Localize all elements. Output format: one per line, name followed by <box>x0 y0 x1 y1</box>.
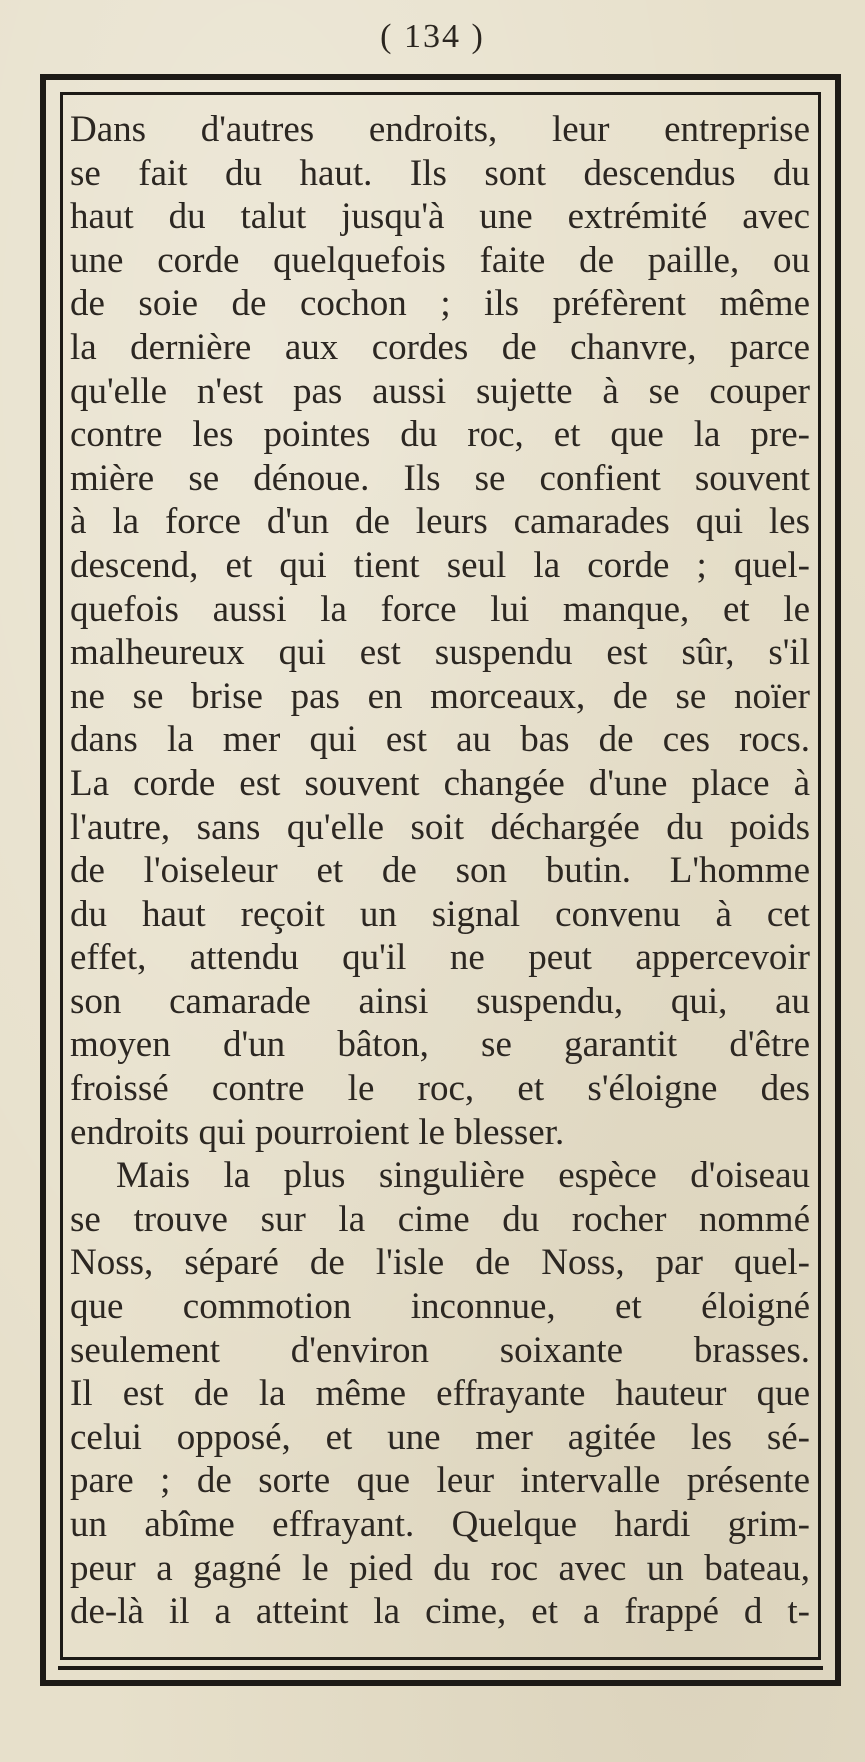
text-line: peur a gagné le pied du roc avec un bateau, <box>70 1547 810 1589</box>
text-line: mière se dénoue. Ils se confient souvent <box>70 457 810 499</box>
page-number: ( 134 ) <box>380 18 485 55</box>
text-line: effet, attendu qu'il ne peut appercevoir <box>70 937 810 979</box>
bottom-rule <box>58 1666 823 1670</box>
text-line: dans la mer qui est au bas de ces rocs. <box>70 719 810 761</box>
text-line: Dans d'autres endroits, leur entreprise <box>70 109 810 150</box>
text-line: de-là il a atteint la cime, et a frappé d t- <box>70 1591 810 1633</box>
text-line: de soie de cochon ; ils préfèrent même <box>70 283 810 325</box>
text-line: que commotion inconnue, et éloigné <box>70 1286 810 1328</box>
text-line: quefois aussi la force lui manque, et le <box>70 588 810 630</box>
text-line: une corde quelquefois faite de paille, ou <box>70 239 810 281</box>
text-line: Noss, séparé de l'isle de Noss, par quel- <box>70 1242 810 1284</box>
text-line: contre les pointes du roc, et que la pre- <box>70 414 810 456</box>
text-line: à la force d'un de leurs camarades qui les <box>70 501 810 543</box>
text-line: moyen d'un bâton, se garantit d'être <box>70 1024 810 1066</box>
text-line: descend, et qui tient seul la corde ; quel- <box>70 544 810 586</box>
text-line: froissé contre le roc, et s'éloigne des <box>70 1068 810 1110</box>
text-line: malheureux qui est suspendu est sûr, s'il <box>70 632 810 674</box>
text-line: qu'elle n'est pas aussi sujette à se couper <box>70 370 810 412</box>
text-line: haut du talut jusqu'à une extrémité avec <box>70 196 810 238</box>
text-line: endroits qui pourroient le blesser. <box>70 1111 565 1153</box>
text-line: se trouve sur la cime du rocher nommé <box>70 1198 810 1240</box>
body-text <box>70 108 810 1634</box>
text-line: ne se brise pas en morceaux, de se noïer <box>70 675 810 717</box>
text-line: seulement d'environ soixante brasses. <box>70 1329 810 1371</box>
text-line: La corde est souvent changée d'une place à <box>70 762 810 804</box>
text-line: de l'oiseleur et de son butin. L'homme <box>70 850 810 892</box>
paragraph-2 <box>70 1154 810 1634</box>
text-line: Il est de la même effrayante hauteur que <box>70 1373 810 1415</box>
text-line: son camarade ainsi suspendu, qui, au <box>70 980 810 1022</box>
text-line: l'autre, sans qu'elle soit déchargée du poids <box>70 806 810 848</box>
paragraph-1 <box>70 108 810 1154</box>
text-line: la dernière aux cordes de chanvre, parce <box>70 326 810 368</box>
text-line: celui opposé, et une mer agitée les sé- <box>70 1416 810 1458</box>
text-line: un abîme effrayant. Quelque hardi grim- <box>70 1504 810 1545</box>
text-line: se fait du haut. Ils sont descendus du <box>70 152 810 194</box>
text-line: du haut reçoit un signal convenu à cet <box>70 893 810 935</box>
text-line: Mais la plus singulière espèce d'oiseau <box>116 1155 810 1197</box>
text-line: pare ; de sorte que leur intervalle présente <box>70 1460 810 1502</box>
